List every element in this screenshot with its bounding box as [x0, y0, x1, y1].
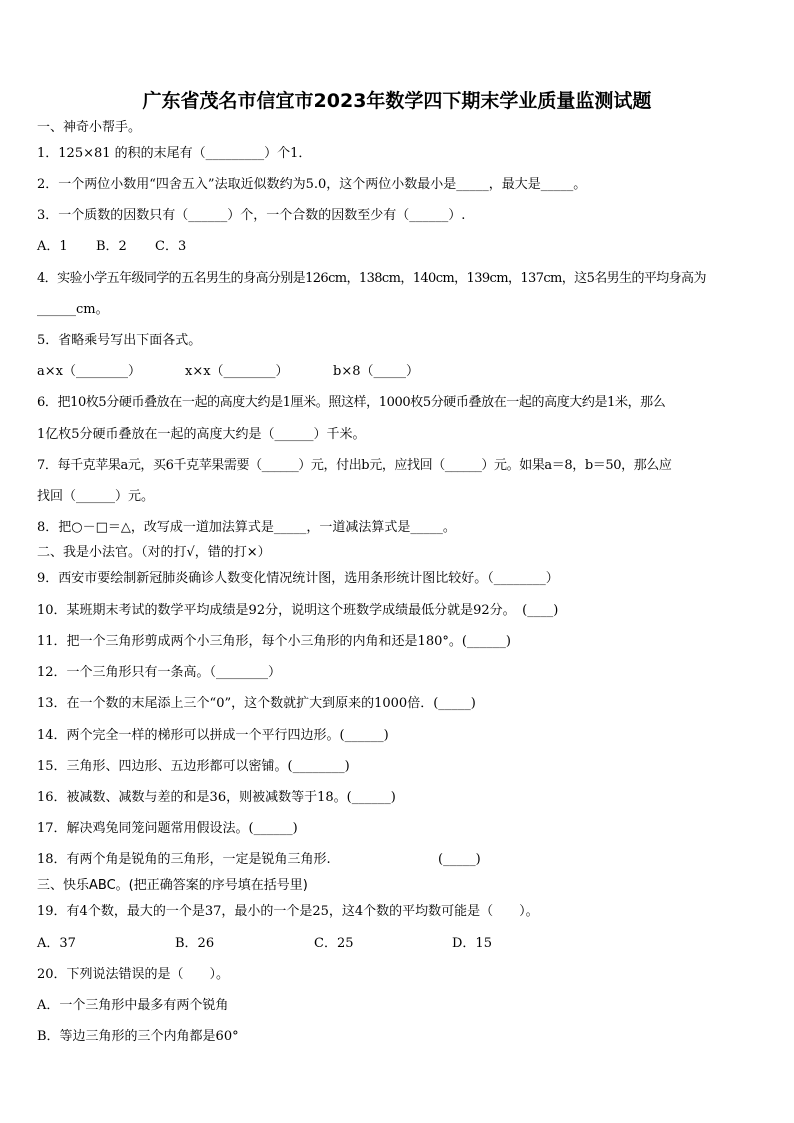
question-6-line-1: 6．把10枚5分硬币叠放在一起的高度大约是1厘米。照这样，1000枚5分硬币叠放在一起的高度大约是1米，那么 — [37, 395, 666, 410]
question-19-option-b: B．26 — [175, 936, 215, 951]
page-title: 广东省茂名市信宜市2023年数学四下期末学业质量监测试题 — [142, 90, 652, 112]
question-15: 15．三角形、四边形、五边形都可以密铺。(________) — [37, 759, 350, 774]
question-3-option-a: A．1 — [37, 239, 68, 254]
question-19-option-d: D．15 — [452, 936, 492, 951]
question-4-line-2: ______cm。 — [37, 302, 109, 317]
question-5-item-b: x×x（________） — [185, 364, 289, 379]
question-10: 10．某班期末考试的数学平均成绩是92分，说明这个班数学成绩最低分就是92分。 (____) — [37, 603, 559, 618]
section-heading-2: 二、我是小法官。（对的打√，错的打×） — [37, 545, 271, 560]
question-17: 17．解决鸡兔同笼问题常用假设法。(______) — [37, 821, 298, 836]
question-3-option-b: B．2 — [96, 239, 127, 254]
question-19: 19．有4个数，最大的一个是37，最小的一个是25，这4个数的平均数可能是（ ）。 — [37, 904, 539, 919]
section-heading-3: 三、快乐ABC。(把正确答案的序号填在括号里) — [37, 878, 308, 893]
question-20-option-a: A．一个三角形中最多有两个锐角 — [37, 998, 229, 1013]
question-9: 9．西安市要绘制新冠肺炎确诊人数变化情况统计图，选用条形统计图比较好。（________） — [37, 571, 559, 586]
question-18: 18．有两个角是锐角的三角形，一定是锐角三角形. — [37, 852, 331, 867]
question-5-item-c: b×8（_____） — [333, 364, 419, 379]
question-7-line-2: 找回（______）元。 — [37, 489, 155, 504]
question-14: 14．两个完全一样的梯形可以拼成一个平行四边形。(______) — [37, 728, 389, 743]
question-4-line-1: 4．实验小学五年级同学的五名男生的身高分别是126cm，138cm，140cm，139cm，137cm，这5名男生的平均身高为 — [37, 271, 706, 286]
section-heading-1: 一、神奇小帮手。 — [37, 120, 142, 135]
question-13: 13．在一个数的末尾添上三个“0”，这个数就扩大到原来的1000倍．(_____) — [37, 696, 476, 711]
question-3-option-c: C．3 — [155, 239, 187, 254]
question-5-item-a: a×x（________） — [37, 364, 141, 379]
question-1: 1．125×81 的积的末尾有（_________）个1． — [37, 146, 312, 161]
question-19-option-c: C．25 — [314, 936, 354, 951]
question-11: 11．把一个三角形剪成两个小三角形，每个小三角形的内角和还是180°。(______) — [37, 634, 511, 649]
question-2: 2．一个两位小数用“四舍五入”法取近似数约为5.0，这个两位小数最小是_____，最大是_____。 — [37, 177, 587, 192]
question-19-option-a: A．37 — [37, 936, 76, 951]
question-18-answer-blank: (_____) — [438, 852, 481, 867]
question-8: 8．把○－□＝△，改写成一道加法算式是_____，一道减法算式是_____。 — [37, 520, 456, 535]
question-12: 12．一个三角形只有一条高。（________） — [37, 665, 282, 680]
question-20-option-b: B．等边三角形的三个内角都是60° — [37, 1029, 239, 1044]
question-5: 5．省略乘号写出下面各式。 — [37, 333, 202, 348]
question-16: 16．被减数、减数与差的和是36，则被减数等于18。(______) — [37, 790, 396, 805]
question-20: 20．下列说法错误的是（ ）。 — [37, 967, 230, 982]
question-6-line-2: 1亿枚5分硬币叠放在一起的高度大约是（______）千米。 — [37, 427, 366, 442]
question-7-line-1: 7．每千克苹果a元，买6千克苹果需要（______）元，付出b元，应找回（______）元。如果a＝8，b＝50，那么应 — [37, 458, 672, 473]
question-3: 3．一个质数的因数只有（______）个，一个合数的因数至少有（______）. — [37, 208, 466, 223]
